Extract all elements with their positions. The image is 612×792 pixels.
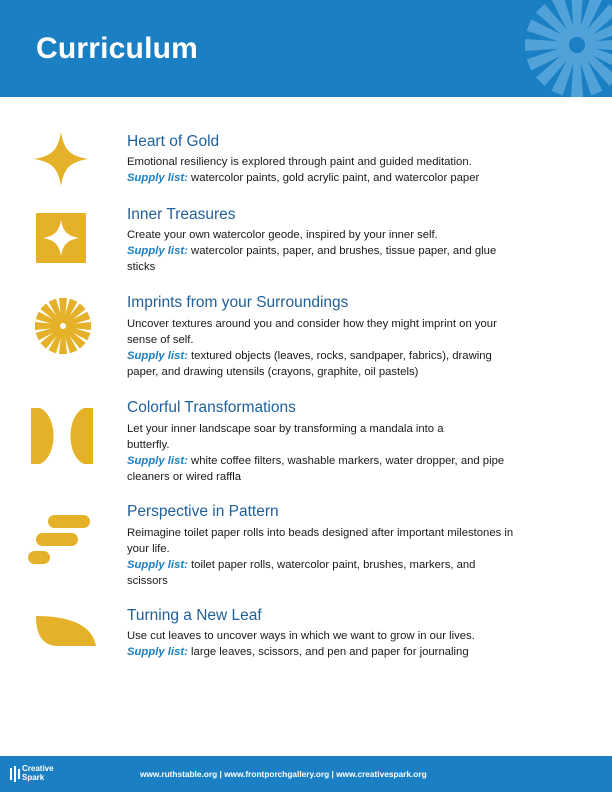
- supply-list-items: toilet paper rolls, watercolor paint, brushes, markers, and scissors: [127, 559, 476, 587]
- supply-list-label: Supply list:: [127, 245, 188, 257]
- entry-supply-list: [127, 557, 507, 589]
- entry-supply-list: [127, 644, 547, 660]
- entry-title: Colorful Transformations: [127, 399, 296, 416]
- header-banner: [0, 0, 612, 97]
- page-title: Curriculum: [36, 32, 199, 65]
- supply-list-label: Supply list:: [127, 646, 188, 658]
- footer-links[interactable]: www.ruthstable.org | www.frontporchgallery.org | www.creativespark.org: [140, 769, 427, 779]
- footer-bar: [0, 756, 612, 792]
- entry-description: Uncover textures around you and consider how they might imprint on your sense of self.: [127, 318, 497, 346]
- supply-list-items: watercolor paints, paper, and brushes, tissue paper, and glue sticks: [127, 245, 497, 273]
- entry-description: Reimagine toilet paper rolls into beads designed after important milestones in your life.: [127, 527, 514, 555]
- entry-title: Imprints from your Surroundings: [127, 294, 349, 311]
- entry-supply-list: [127, 170, 547, 186]
- geode-square-icon: [28, 208, 98, 268]
- entry-title: Inner Treasures: [127, 206, 236, 223]
- sunburst-icon: [28, 296, 98, 356]
- entry-description: Let your inner landscape soar by transforming a mandala into a butterfly.: [127, 423, 444, 451]
- four-point-star-icon: [28, 130, 98, 190]
- creative-spark-logo-icon: [9, 766, 21, 782]
- supply-list-label: Supply list:: [127, 350, 188, 362]
- supply-list-items: textured objects (leaves, rocks, sandpaper, fabrics), drawing paper, and drawing utensils (crayons, graphite, oil pastels): [127, 350, 492, 378]
- beads-icon: [28, 510, 98, 570]
- entry-supply-list: [127, 243, 497, 275]
- supply-list-label: Supply list:: [127, 455, 188, 467]
- entry-description: Create your own watercolor geode, inspired by your inner self.: [127, 229, 438, 241]
- supply-list-label: Supply list:: [127, 559, 188, 571]
- leaf-icon: [28, 612, 98, 672]
- entry-title: Heart of Gold: [127, 133, 220, 150]
- footer-brand-line1: Creative: [22, 764, 54, 773]
- entry-supply-list: [127, 348, 522, 380]
- entry-description: Emotional resiliency is explored through paint and guided meditation.: [127, 156, 472, 168]
- supply-list-label: Supply list:: [127, 172, 188, 184]
- footer-brand-line2: Spark: [22, 772, 45, 782]
- entry-title: Turning a New Leaf: [127, 607, 262, 624]
- supply-list-items: watercolor paints, gold acrylic paint, and watercolor paper: [187, 172, 480, 184]
- footer-brand: [22, 765, 54, 782]
- supply-list-items: white coffee filters, washable markers, water dropper, and pipe cleaners or wired raffla: [127, 455, 505, 483]
- entry-supply-list: [127, 453, 507, 485]
- supply-list-items: large leaves, scissors, and pen and paper for journaling: [187, 646, 469, 658]
- butterfly-shapes-icon: [28, 406, 98, 466]
- entry-description: Use cut leaves to uncover ways in which we want to grow in our lives.: [127, 630, 475, 642]
- entry-title: Perspective in Pattern: [127, 503, 279, 520]
- sunburst-decoration-icon: [522, 0, 612, 97]
